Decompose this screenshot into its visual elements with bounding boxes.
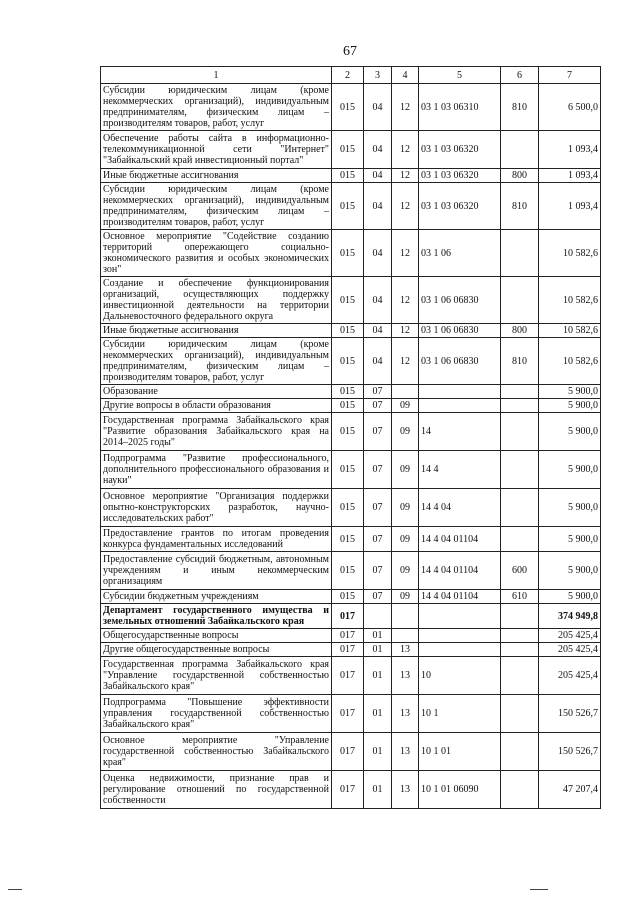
row-value-cell: 03 1 03 06320: [419, 131, 501, 169]
row-value-cell: 015: [332, 590, 364, 604]
row-value-cell: 01: [364, 643, 392, 657]
row-value-cell: 13: [392, 657, 419, 695]
row-value-cell: 017: [332, 695, 364, 733]
row-value-cell: 04: [364, 324, 392, 338]
table-row: [101, 399, 601, 413]
row-value-cell: 10 582,6: [539, 277, 601, 324]
row-name-cell: Иные бюджетные ассигнования: [101, 169, 332, 183]
row-value-cell: 205 425,4: [539, 643, 601, 657]
row-value-cell: 015: [332, 527, 364, 552]
row-value-cell: 07: [364, 385, 392, 399]
row-value-cell: 015: [332, 385, 364, 399]
row-value-cell: 03 1 06: [419, 230, 501, 277]
row-value-cell: 07: [364, 489, 392, 527]
row-value-cell: 150 526,7: [539, 733, 601, 771]
row-value-cell: 1 093,4: [539, 183, 601, 230]
row-value-cell: 1 093,4: [539, 169, 601, 183]
row-value-cell: 47 207,4: [539, 771, 601, 809]
row-value-cell: [501, 657, 539, 695]
table-row: [101, 169, 601, 183]
row-value-cell: 13: [392, 733, 419, 771]
row-value-cell: 01: [364, 733, 392, 771]
row-value-cell: 017: [332, 657, 364, 695]
table-row: [101, 277, 601, 324]
table-row: [101, 590, 601, 604]
row-value-cell: 205 425,4: [539, 657, 601, 695]
row-value-cell: 5 900,0: [539, 413, 601, 451]
row-name-cell: Обеспечение работы сайта в информационно-телекоммуникационной сети "Интернет" "Забайкальский край инвестиционный портал": [101, 131, 332, 169]
page-number: 67: [343, 44, 357, 59]
row-value-cell: 07: [364, 552, 392, 590]
table-row: [101, 451, 601, 489]
row-value-cell: 03 1 03 06310: [419, 84, 501, 131]
row-value-cell: 14: [419, 413, 501, 451]
row-value-cell: 800: [501, 324, 539, 338]
row-value-cell: [501, 629, 539, 643]
row-value-cell: 04: [364, 338, 392, 385]
scan-mark: [530, 889, 548, 890]
row-value-cell: 04: [364, 84, 392, 131]
row-name-cell: Подпрограмма "Повышение эффективности управления государственной собственностью Забайкальского края": [101, 695, 332, 733]
table-row: [101, 552, 601, 590]
row-value-cell: 12: [392, 277, 419, 324]
row-value-cell: 01: [364, 657, 392, 695]
row-value-cell: 09: [392, 527, 419, 552]
row-value-cell: [501, 451, 539, 489]
table-row: [101, 84, 601, 131]
row-value-cell: 205 425,4: [539, 629, 601, 643]
row-value-cell: [501, 385, 539, 399]
scan-mark: [8, 889, 22, 890]
row-value-cell: 015: [332, 413, 364, 451]
row-value-cell: [501, 277, 539, 324]
row-name-cell: Образование: [101, 385, 332, 399]
row-value-cell: 14 4 04 01104: [419, 527, 501, 552]
column-header: 2: [332, 67, 364, 84]
row-value-cell: 09: [392, 451, 419, 489]
table-row: [101, 230, 601, 277]
row-value-cell: 01: [364, 771, 392, 809]
row-value-cell: [419, 643, 501, 657]
row-value-cell: 6 500,0: [539, 84, 601, 131]
row-value-cell: 14 4 04: [419, 489, 501, 527]
row-value-cell: 1 093,4: [539, 131, 601, 169]
column-header: 6: [501, 67, 539, 84]
header-row: [101, 67, 601, 84]
row-value-cell: 015: [332, 230, 364, 277]
row-value-cell: 017: [332, 604, 364, 629]
row-value-cell: 07: [364, 413, 392, 451]
row-value-cell: 01: [364, 629, 392, 643]
row-value-cell: 015: [332, 324, 364, 338]
column-header: 5: [419, 67, 501, 84]
column-header: 1: [101, 67, 332, 84]
table-row: [101, 657, 601, 695]
row-value-cell: 015: [332, 183, 364, 230]
row-value-cell: 07: [364, 590, 392, 604]
row-value-cell: 12: [392, 183, 419, 230]
table-row: [101, 643, 601, 657]
row-value-cell: [501, 733, 539, 771]
row-value-cell: 015: [332, 489, 364, 527]
row-value-cell: 14 4 04 01104: [419, 590, 501, 604]
row-value-cell: 10 1: [419, 695, 501, 733]
row-value-cell: 04: [364, 230, 392, 277]
row-value-cell: 10 1 01: [419, 733, 501, 771]
row-name-cell: Основное мероприятие "Организация поддержки опытно-конструкторских разработок, научно-исследовательских работ": [101, 489, 332, 527]
row-value-cell: 12: [392, 230, 419, 277]
table-row: [101, 489, 601, 527]
table-row: [101, 695, 601, 733]
row-value-cell: [501, 399, 539, 413]
row-name-cell: Основное мероприятие "Содействие созданию территорий опережающего социально-экономического развития и особых экономических зон": [101, 230, 332, 277]
budget-table: [100, 66, 601, 809]
row-value-cell: 09: [392, 552, 419, 590]
row-name-cell: Предоставление грантов по итогам проведения конкурса фундаментальных исследований: [101, 527, 332, 552]
row-value-cell: 800: [501, 169, 539, 183]
row-value-cell: [501, 771, 539, 809]
row-name-cell: Создание и обеспечение функционирования организаций, осуществляющих поддержку инвестиционной деятельности на территории Дальневосточного федерального округа: [101, 277, 332, 324]
row-name-cell: Субсидии юридическим лицам (кроме некоммерческих организаций), индивидуальным предпринимателям, физическим лицам – производителям товаров, работ, услуг: [101, 338, 332, 385]
row-value-cell: [392, 385, 419, 399]
row-value-cell: 12: [392, 338, 419, 385]
table-row: [101, 385, 601, 399]
row-name-cell: Государственная программа Забайкальского края "Управление государственной собственностью Забайкальского края": [101, 657, 332, 695]
row-value-cell: 810: [501, 338, 539, 385]
row-value-cell: [501, 230, 539, 277]
row-value-cell: 03 1 06 06830: [419, 324, 501, 338]
row-value-cell: 01: [364, 695, 392, 733]
row-value-cell: 5 900,0: [539, 552, 601, 590]
row-value-cell: 07: [364, 399, 392, 413]
row-value-cell: [501, 527, 539, 552]
row-value-cell: [501, 413, 539, 451]
row-name-cell: Другие вопросы в области образования: [101, 399, 332, 413]
row-value-cell: 10: [419, 657, 501, 695]
row-value-cell: 13: [392, 643, 419, 657]
row-value-cell: 5 900,0: [539, 399, 601, 413]
table-row: [101, 771, 601, 809]
row-value-cell: [364, 604, 392, 629]
row-value-cell: 015: [332, 338, 364, 385]
row-value-cell: 015: [332, 169, 364, 183]
row-value-cell: 03 1 06 06830: [419, 277, 501, 324]
row-value-cell: 610: [501, 590, 539, 604]
row-value-cell: 10 1 01 06090: [419, 771, 501, 809]
row-value-cell: [501, 695, 539, 733]
row-value-cell: 10 582,6: [539, 324, 601, 338]
row-value-cell: 04: [364, 131, 392, 169]
row-value-cell: 015: [332, 277, 364, 324]
row-value-cell: [419, 604, 501, 629]
row-value-cell: 017: [332, 643, 364, 657]
row-value-cell: 810: [501, 183, 539, 230]
row-value-cell: 015: [332, 131, 364, 169]
column-header: 3: [364, 67, 392, 84]
row-value-cell: 10 582,6: [539, 338, 601, 385]
row-name-cell: Субсидии юридическим лицам (кроме некоммерческих организаций), индивидуальным предпринимателям, физическим лицам – производителям товаров, работ, услуг: [101, 183, 332, 230]
row-name-cell: Предоставление субсидий бюджетным, автономным учреждениям и иным некоммерческим организациям: [101, 552, 332, 590]
table-row: [101, 131, 601, 169]
table-row: [101, 183, 601, 230]
table-row: [101, 527, 601, 552]
row-value-cell: 09: [392, 399, 419, 413]
row-value-cell: [419, 399, 501, 413]
row-value-cell: 04: [364, 277, 392, 324]
row-value-cell: 13: [392, 695, 419, 733]
row-value-cell: 015: [332, 552, 364, 590]
row-name-cell: Другие общегосударственные вопросы: [101, 643, 332, 657]
row-value-cell: 5 900,0: [539, 489, 601, 527]
row-value-cell: 13: [392, 771, 419, 809]
row-value-cell: 5 900,0: [539, 385, 601, 399]
row-value-cell: 09: [392, 489, 419, 527]
row-value-cell: 015: [332, 451, 364, 489]
row-value-cell: 600: [501, 552, 539, 590]
row-value-cell: 374 949,8: [539, 604, 601, 629]
row-value-cell: 14 4 04 01104: [419, 552, 501, 590]
row-value-cell: [392, 604, 419, 629]
row-name-cell: Государственная программа Забайкальского края "Развитие образования Забайкальского края на 2014–2025 годы": [101, 413, 332, 451]
table-row: [101, 604, 601, 629]
row-name-cell: Общегосударственные вопросы: [101, 629, 332, 643]
row-value-cell: [419, 629, 501, 643]
row-value-cell: 150 526,7: [539, 695, 601, 733]
column-header: 7: [539, 67, 601, 84]
row-value-cell: 09: [392, 590, 419, 604]
row-value-cell: 12: [392, 324, 419, 338]
row-value-cell: 810: [501, 84, 539, 131]
table-row: [101, 413, 601, 451]
row-value-cell: 04: [364, 183, 392, 230]
row-value-cell: [501, 131, 539, 169]
row-value-cell: 12: [392, 84, 419, 131]
row-value-cell: 04: [364, 169, 392, 183]
row-name-cell: Оценка недвижимости, признание прав и регулирование отношений по государственной собственности: [101, 771, 332, 809]
row-value-cell: 015: [332, 399, 364, 413]
row-value-cell: 015: [332, 84, 364, 131]
table-row: [101, 338, 601, 385]
table-row: [101, 629, 601, 643]
table-row: [101, 733, 601, 771]
row-value-cell: 5 900,0: [539, 451, 601, 489]
row-value-cell: 017: [332, 629, 364, 643]
row-value-cell: [501, 604, 539, 629]
row-value-cell: 07: [364, 451, 392, 489]
column-header: 4: [392, 67, 419, 84]
row-value-cell: 12: [392, 169, 419, 183]
row-name-cell: Субсидии бюджетным учреждениям: [101, 590, 332, 604]
row-value-cell: 017: [332, 733, 364, 771]
row-name-cell: Субсидии юридическим лицам (кроме некоммерческих организаций), индивидуальным предпринимателям, физическим лицам – производителям товаров, работ, услуг: [101, 84, 332, 131]
row-name-cell: Иные бюджетные ассигнования: [101, 324, 332, 338]
table-row: [101, 324, 601, 338]
row-name-cell: Основное мероприятие "Управление государственной собственностью Забайкальского края": [101, 733, 332, 771]
row-value-cell: 07: [364, 527, 392, 552]
row-value-cell: [419, 385, 501, 399]
row-value-cell: [501, 643, 539, 657]
row-value-cell: 03 1 03 06320: [419, 169, 501, 183]
row-value-cell: [392, 629, 419, 643]
row-value-cell: 03 1 06 06830: [419, 338, 501, 385]
row-value-cell: 10 582,6: [539, 230, 601, 277]
row-name-cell: Департамент государственного имущества и земельных отношений Забайкальского края: [101, 604, 332, 629]
row-name-cell: Подпрограмма "Развитие профессионального, дополнительного профессионального образования и науки": [101, 451, 332, 489]
row-value-cell: 14 4: [419, 451, 501, 489]
row-value-cell: [501, 489, 539, 527]
row-value-cell: 12: [392, 131, 419, 169]
row-value-cell: 5 900,0: [539, 527, 601, 552]
row-value-cell: 5 900,0: [539, 590, 601, 604]
row-value-cell: 017: [332, 771, 364, 809]
row-value-cell: 03 1 03 06320: [419, 183, 501, 230]
row-value-cell: 09: [392, 413, 419, 451]
